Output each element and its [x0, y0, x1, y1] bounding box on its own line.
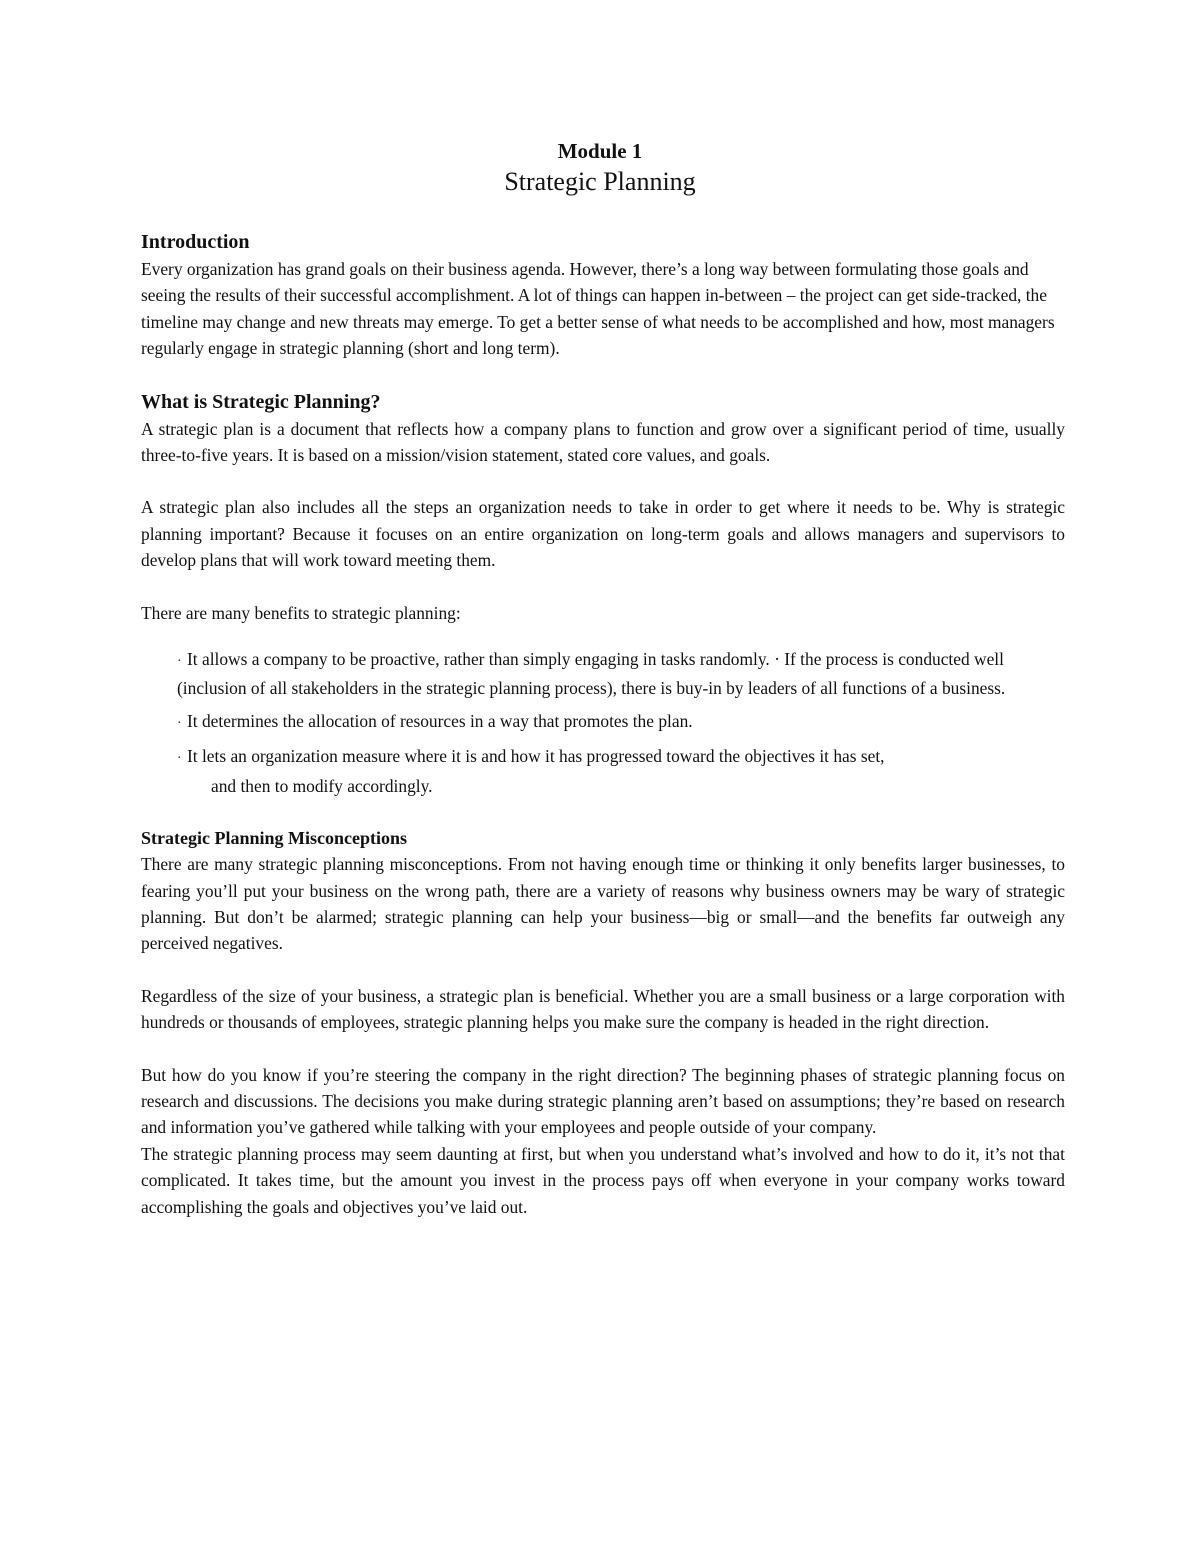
- bullet-icon: ·: [177, 654, 182, 670]
- spacer: [141, 957, 1065, 983]
- misconceptions-paragraph-1: There are many strategic planning misconceptions. From not having enough time or thinking it only benefits larger businesses, to fearing you’ll put your business on the wrong path, there are a variety of reasons why business owners may be wary of strategic planning. But don’t be alarmed; strategic planning can help your business—big or small—and the benefits far outweigh any perceived negatives.: [141, 854, 1065, 954]
- what-is-paragraph-1: A strategic plan is a document that reflects how a company plans to function and grow over a significant period of time, usually three-to-five years. It is based on a mission/vision statement, stated core values, and goals.: [141, 418, 1065, 466]
- list-item-continuation: and then to modify accordingly.: [211, 775, 433, 796]
- page-title: Strategic Planning: [504, 167, 696, 196]
- spacer: [141, 1036, 1065, 1062]
- bullet-icon: ·: [177, 715, 182, 731]
- list-item: [177, 646, 1065, 702]
- bullet-icon: ·: [177, 751, 182, 767]
- misconceptions-heading: Strategic Planning Misconceptions: [141, 828, 407, 849]
- module-label: Module 1: [557, 139, 643, 163]
- intro-heading: Introduction: [141, 231, 250, 253]
- spacer: [141, 799, 1065, 825]
- list-item: [177, 743, 1065, 799]
- spacer: [141, 626, 1065, 646]
- spacer: [141, 574, 1065, 600]
- misconceptions-paragraph-3: But how do you know if you’re steering the company in the right direction? The beginning phases of strategic planning focus on research and discussions. The decisions you make during strategic planning aren’t based on assumptions; they’re based on research and information you’ve gathered while talking with your employees and people outside of your company.: [141, 1064, 1065, 1138]
- spacer: [141, 362, 1065, 388]
- document-body: [141, 228, 1065, 1220]
- list-item-text: It determines the allocation of resources in a way that promotes the plan.: [187, 710, 693, 731]
- list-item-text: It lets an organization measure where it is and how it has progressed toward the objectives it has set,: [187, 746, 885, 767]
- list-item-text: It allows a company to be proactive, rather than simply engaging in tasks randomly. · If the process is conducted well (inclusion of all stakeholders in the strategic planning process), there is buy-in by leaders of all functions of a business.: [177, 649, 1006, 699]
- benefits-list: [141, 646, 1065, 799]
- list-item: [177, 708, 1065, 737]
- spacer: [141, 468, 1065, 494]
- misconceptions-paragraph-2: Regardless of the size of your business, a strategic plan is beneficial. Whether you are a small business or a large corporation with hundreds or thousands of employees, strategic planning helps you make sure the company is headed in the right direction.: [141, 985, 1065, 1033]
- what-is-paragraph-2: A strategic plan also includes all the steps an organization needs to take in order to get where it needs to be. Why is strategic planning important? Because it focuses on an entire organization on long-term goals and allows managers and supervisors to develop plans that will work toward meeting them.: [141, 497, 1065, 571]
- misconceptions-paragraph-4: The strategic planning process may seem daunting at first, but when you understand what’s involved and how to do it, it’s not that complicated. It takes time, but the amount you invest in the process pays off when everyone in your company works toward accomplishing the goals and objectives you’ve laid out.: [141, 1143, 1065, 1217]
- intro-paragraph: Every organization has grand goals on their business agenda. However, there’s a long way between formulating those goals and seeing the results of their successful accomplishment. A lot of things can happen in-between – the project can get side-tracked, the timeline may change and new threats may emerge. To get a better sense of what needs to be accomplished and how, most managers regularly engage in strategic planning (short and long term).: [141, 259, 1055, 359]
- benefits-intro: There are many benefits to strategic planning:: [141, 602, 461, 623]
- what-is-heading: What is Strategic Planning?: [141, 390, 381, 413]
